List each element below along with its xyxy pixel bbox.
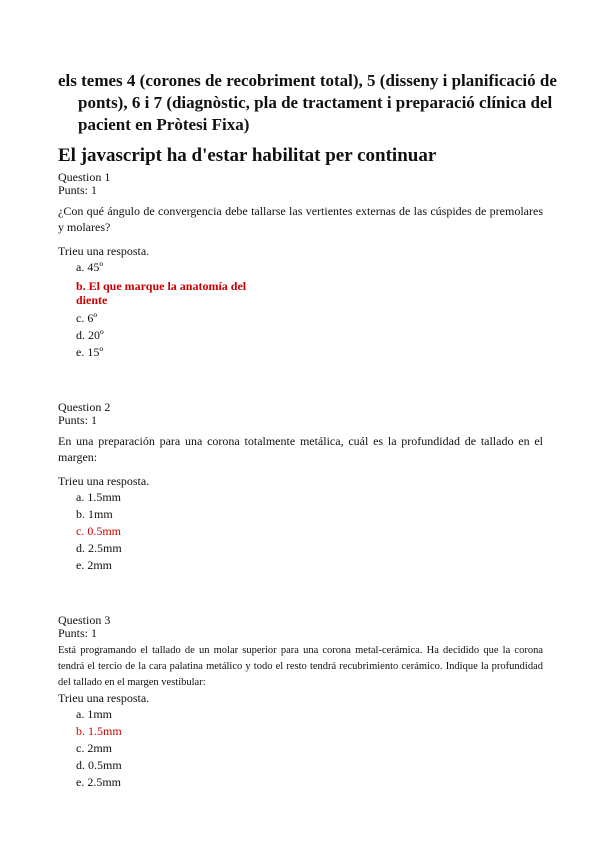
question-1	[58, 171, 543, 361]
answer-option[interactable]: d. 20º	[76, 328, 104, 342]
answer-option-correct[interactable]: b. El que marque la anatomía del diente	[76, 279, 247, 307]
answer-option[interactable]: a. 1mm	[76, 707, 112, 721]
question-text: Está programando el tallado de un molar superior para una corona metal-cerámica. Ha decidido que la corona tendrá el tercio de la cara palatina metálico y todo el resto tendrá recubrimiento cerámico. Indique la profundidad del tallado en el margen vestibular:	[58, 645, 543, 688]
document-title: els temes 4 (corones de recobriment total), 5 (disseny i planificació de ponts), 6 i 7 (diagnòstic, pla de tractament i preparació clínica del pacient en Pròtesi Fixa)	[58, 71, 557, 134]
answer-prompt: Trieu una resposta.	[58, 691, 150, 705]
answer-option[interactable]: e. 15º	[76, 345, 104, 359]
question-2	[58, 401, 543, 574]
question-points: Punts: 1	[58, 183, 98, 197]
answer-option-correct[interactable]: c. 0.5mm	[76, 524, 121, 538]
question-label: Question 3	[58, 613, 111, 627]
question-text: ¿Con qué ángulo de convergencia debe tallarse las vertientes externas de las cúspides de premolares y molares?	[58, 204, 543, 234]
javascript-warning: El javascript ha d'estar habilitat per continuar	[58, 145, 437, 166]
answer-option[interactable]: c. 2mm	[76, 741, 112, 755]
question-points: Punts: 1	[58, 413, 98, 427]
answer-option[interactable]: c. 6º	[76, 311, 98, 325]
question-label: Question 1	[58, 170, 111, 184]
question-text: En una preparación para una corona totalmente metálica, cuál es la profundidad de tallado en el margen:	[58, 434, 543, 464]
answer-option[interactable]: e. 2.5mm	[76, 775, 121, 789]
answer-option[interactable]: e. 2mm	[76, 558, 112, 572]
answer-prompt: Trieu una resposta.	[58, 244, 150, 258]
question-label: Question 2	[58, 400, 111, 414]
question-3	[58, 614, 543, 791]
answer-option[interactable]: a. 1.5mm	[76, 490, 121, 504]
answer-list	[58, 706, 543, 791]
answer-prompt: Trieu una resposta.	[58, 474, 150, 488]
answer-option[interactable]: d. 0.5mm	[76, 758, 122, 772]
answer-option[interactable]: d. 2.5mm	[76, 541, 122, 555]
answer-list	[58, 489, 543, 574]
answer-list	[58, 259, 543, 361]
answer-option[interactable]: b. 1mm	[76, 507, 113, 521]
answer-option[interactable]: a. 45º	[76, 260, 104, 274]
answer-option-correct[interactable]: b. 1.5mm	[76, 724, 122, 738]
question-points: Punts: 1	[58, 626, 98, 640]
